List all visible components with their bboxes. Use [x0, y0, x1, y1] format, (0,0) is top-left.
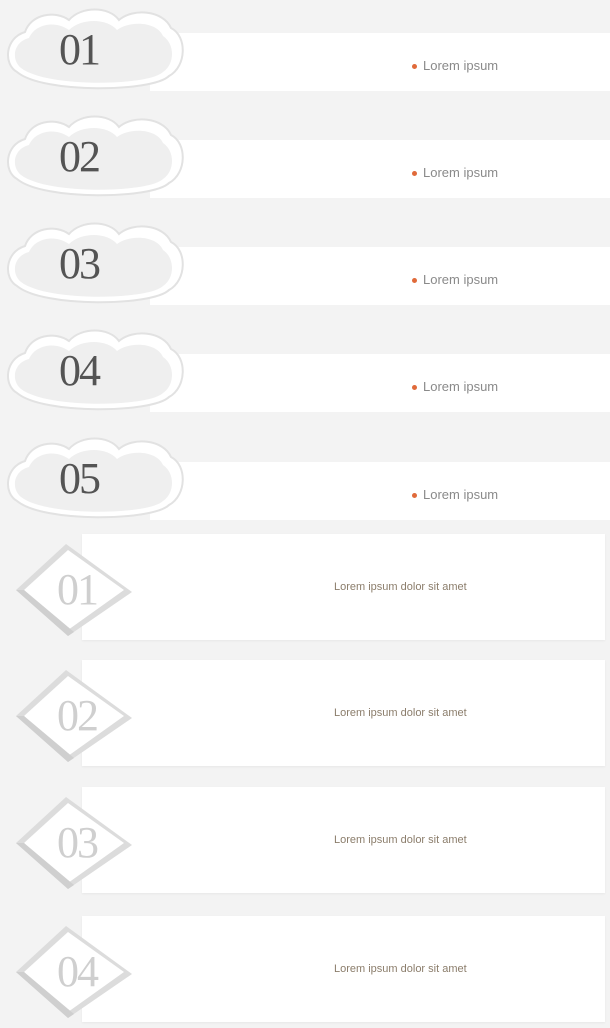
item-number: 01: [59, 25, 99, 74]
item-bar: [150, 247, 610, 305]
item-label: Lorem ipsum: [412, 58, 498, 73]
item-bar: [150, 462, 610, 520]
cloud-list-item: [0, 321, 610, 426]
bullet-dot-icon: [412, 385, 417, 390]
cloud-badge: [3, 109, 185, 201]
item-number: 01: [57, 565, 97, 614]
item-number: 02: [59, 132, 99, 181]
diamond-list-item: [0, 916, 610, 1028]
diamond-badge: [12, 922, 136, 1020]
item-label: Lorem ipsum: [412, 165, 498, 180]
diamond-badge: [12, 666, 136, 764]
cloud-badge: [3, 431, 185, 523]
diamond-badge: [12, 793, 136, 891]
item-bar: [150, 354, 610, 412]
diamond-list-item: [0, 787, 610, 899]
item-bar: [150, 33, 610, 91]
item-number: 02: [57, 691, 97, 740]
item-label: Lorem ipsum: [412, 379, 498, 394]
bullet-dot-icon: [412, 493, 417, 498]
cloud-badge: [3, 216, 185, 308]
cloud-badge: [3, 2, 185, 94]
cloud-badge: [3, 323, 185, 415]
item-label: Lorem ipsum: [412, 487, 498, 502]
diamond-list-item: [0, 660, 610, 772]
item-number: 03: [59, 239, 99, 288]
diamond-list-item: [0, 534, 610, 646]
bullet-dot-icon: [412, 278, 417, 283]
item-label: Lorem ipsum dolor sit amet: [334, 581, 467, 593]
item-label: Lorem ipsum dolor sit amet: [334, 707, 467, 719]
item-bar: [150, 140, 610, 198]
cloud-list-item: [0, 429, 610, 534]
item-label: Lorem ipsum: [412, 272, 498, 287]
item-label: Lorem ipsum dolor sit amet: [334, 834, 467, 846]
cloud-list-item: [0, 0, 610, 105]
item-number: 04: [57, 947, 97, 996]
item-number: 05: [59, 454, 99, 503]
diamond-badge: [12, 540, 136, 638]
item-number: 04: [59, 346, 99, 395]
item-number: 03: [57, 818, 97, 867]
cloud-list-item: [0, 107, 610, 212]
item-label: Lorem ipsum dolor sit amet: [334, 963, 467, 975]
bullet-dot-icon: [412, 64, 417, 69]
cloud-list-item: [0, 214, 610, 319]
bullet-dot-icon: [412, 171, 417, 176]
